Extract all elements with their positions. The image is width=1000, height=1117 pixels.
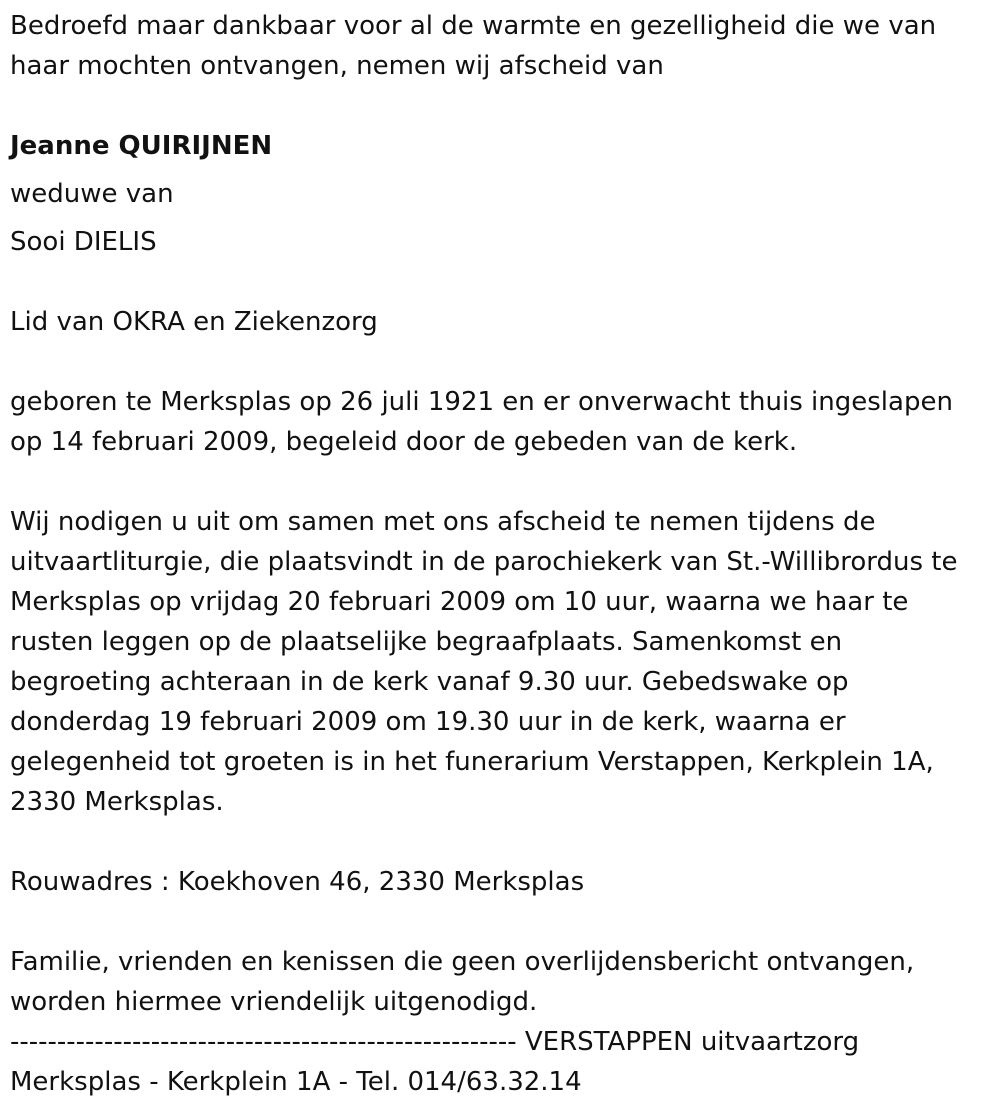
undertaker-line xyxy=(10,1022,995,1062)
closing-section xyxy=(10,942,995,1022)
birth-death-line-2: op 14 februari 2009, begeleid door de gebeden van de kerk. xyxy=(10,427,798,457)
invitation-line: gelegenheid tot groeten is in het funerarium Verstappen, Kerkplein 1A, xyxy=(10,747,934,777)
invitation-line: begroeting achteraan in de kerk vanaf 9.30 uur. Gebedswake op xyxy=(10,667,849,697)
spouse-name: Sooi DIELIS xyxy=(10,227,157,257)
obituary-notice xyxy=(10,6,995,1102)
closing-line-1: Familie, vrienden en kenissen die geen overlijdensbericht ontvangen, xyxy=(10,947,915,977)
intro-line-2: haar mochten ontvangen, nemen wij afscheid van xyxy=(10,51,664,81)
birth-death-line-1: geboren te Merksplas op 26 juli 1921 en er onverwacht thuis ingeslapen xyxy=(10,387,953,417)
invitation-line: 2330 Merksplas. xyxy=(10,787,224,817)
undertaker-contact: Merksplas - Kerkplein 1A - Tel. 014/63.32.14 xyxy=(10,1067,582,1097)
intro-section xyxy=(10,6,995,86)
relation-text: weduwe van xyxy=(10,179,174,209)
invitation-line: Wij nodigen u uit om samen met ons afscheid te nemen tijdens de xyxy=(10,507,876,537)
invitation-line: uitvaartliturgie, die plaatsvindt in de parochiekerk van St.-Willibrordus te xyxy=(10,547,958,577)
birth-death-section xyxy=(10,382,995,462)
undertaker-footer xyxy=(10,1022,995,1102)
intro-line-1: Bedroefd maar dankbaar voor al de warmte en gezelligheid die we van xyxy=(10,11,937,41)
invitation-line: donderdag 19 februari 2009 om 19.30 uur in de kerk, waarna er xyxy=(10,707,846,737)
membership-text: Lid van OKRA en Ziekenzorg xyxy=(10,307,378,337)
undertaker-name: VERSTAPPEN uitvaartzorg xyxy=(524,1027,860,1057)
closing-line-2: worden hiermee vriendelijk uitgenodigd. xyxy=(10,987,538,1017)
dash-divider: ------------------------------------------------------ xyxy=(10,1027,517,1057)
deceased-name: Jeanne QUIRIJNEN xyxy=(10,131,273,161)
invitation-line: Merksplas op vrijdag 20 februari 2009 om 10 uur, waarna we haar te xyxy=(10,587,909,617)
mourning-address: Rouwadres : Koekhoven 46, 2330 Merksplas xyxy=(10,867,585,897)
invitation-line: rusten leggen op de plaatselijke begraafplaats. Samenkomst en xyxy=(10,627,843,657)
invitation-section xyxy=(10,502,995,822)
